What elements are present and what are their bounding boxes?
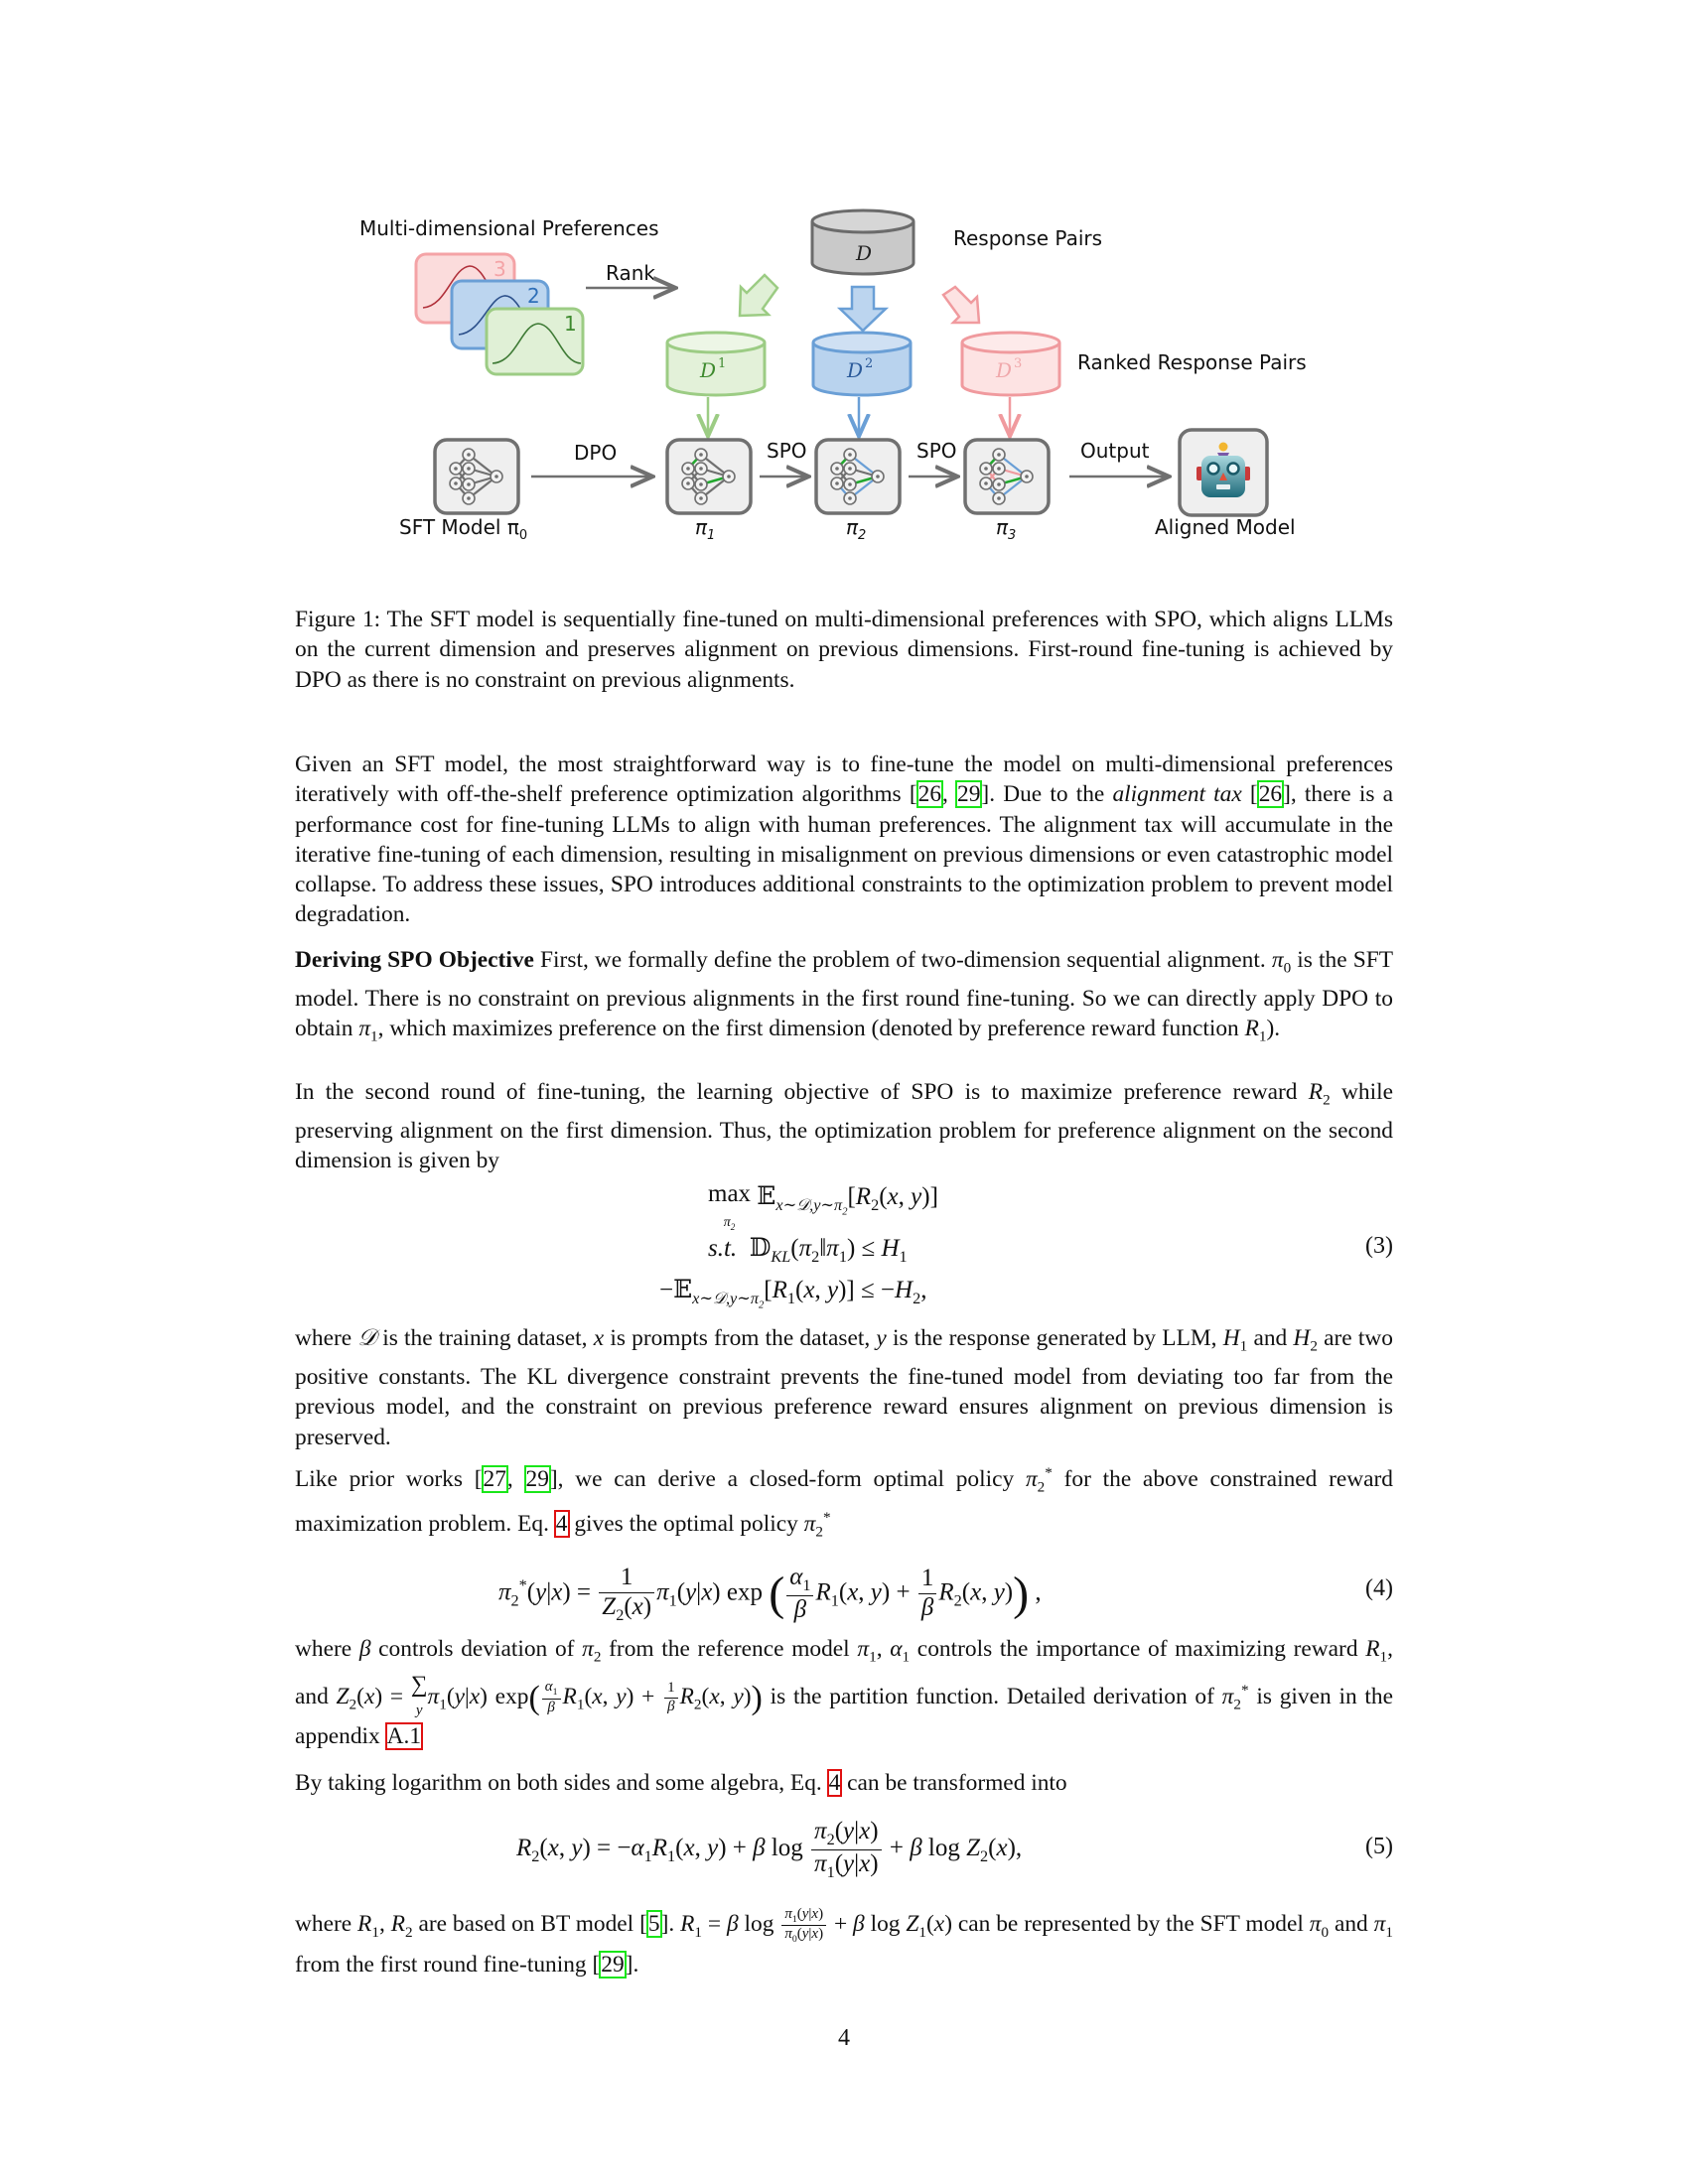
appendix-ref-link[interactable]: A.1 (386, 1723, 422, 1750)
citation-link[interactable]: 29 (957, 781, 981, 808)
label-rank: Rank (606, 261, 655, 285)
preference-card-1 (487, 309, 583, 374)
page-number: 4 (838, 2025, 850, 2051)
label-ranked-response-pairs: Ranked Response Pairs (1077, 350, 1307, 374)
citation-link[interactable]: 26 (917, 781, 942, 808)
robot-icon (1180, 430, 1267, 515)
label-sft-model: SFT Model $\pi_0$ (399, 515, 528, 543)
emphasis-alignment-tax: alignment tax (1112, 781, 1242, 808)
equation-ref-link[interactable]: 4 (828, 1770, 841, 1796)
label-multi-dimensional-preferences: Multi-dimensional Preferences (359, 216, 659, 240)
svg-text:1: 1 (564, 312, 577, 336)
svg-text:D: D (996, 358, 1013, 382)
paragraph-bt-model: where $R_1$, $R_2$ are based on BT model [5]. $R_1 = \beta$ log $\frac{\pi_1(y|x)}{\pi_0(y|x)}$ + β $\log Z_1(x)$ can be represented by the SFT model $\pi_0$ and $\pi_1$ from the first round fine-tuning [29]. (295, 1906, 1393, 1978)
figure-diagram (0, 0, 1688, 596)
paragraph-by-taking-log: By taking logarithm on both sides and some algebra, Eq. 4 can be transformed into (295, 1770, 1067, 1796)
svg-text:3: 3 (493, 257, 506, 281)
model-pi2-box (816, 440, 900, 513)
label-pi1: $\pi_1$ (695, 515, 716, 543)
paragraph-second-round: In the second round of fine-tuning, the learning objective of SPO is to maximize preference reward $R_2$ while preserving alignment on the first dimension. Thus, the optimization problem for preference alignment on the second dimension is given by (295, 1079, 1393, 1174)
equation-number: (3) (1365, 1233, 1393, 1259)
citation-link[interactable]: 27 (483, 1465, 506, 1492)
citation-link[interactable]: 26 (1258, 781, 1283, 808)
svg-text:2: 2 (865, 356, 874, 371)
paragraph-intro: Given an SFT model, the most straightforward way is to fine-tune the model on multi-dimensional preferences iteratively with off-the-shelf preference optimization algorithms [26, 29]. Due to the alignment tax [26], there is a performance cost for fine-tuning LLMs to align with human preferences. The alignment tax will accumulate in the iterative fine-tuning of each dimension, resulting in misalignment on previous dimensions or even catastrophic model collapse. To address these issues, SPO introduces additional constraints to the optimization problem to prevent model degradation. (295, 751, 1393, 928)
label-pi2: $\pi_2$ (846, 515, 867, 543)
paragraph-heading: Deriving SPO Objective (295, 947, 534, 973)
figure-caption (295, 605, 1393, 695)
dataset-d2-cylinder (813, 333, 911, 395)
svg-text:1: 1 (718, 356, 727, 371)
svg-text:D: D (856, 241, 873, 265)
paragraph-deriving-spo: Deriving SPO Objective First, we formally define the problem of two-dimension sequential alignment. $\pi_0$ is the SFT model. There is no constraint on previous alignments in the first round fine-tuning. So we can directly apply DPO to obtain $\pi_1$, which maximizes preference on the first dimension (denoted by preference reward function $R_1$). (295, 947, 1394, 1045)
citation-link[interactable]: 29 (525, 1465, 549, 1492)
citation-link[interactable]: 29 (601, 1951, 625, 1978)
equation-number: (4) (1365, 1575, 1393, 1601)
svg-text:D: D (847, 358, 864, 382)
label-pi3: $\pi_3$ (996, 515, 1017, 543)
red-block-arrow (943, 287, 979, 323)
model-pi0-box (435, 440, 518, 513)
paragraph-like-prior-works: Like prior works [27, 29], we can derive a closed-form optimal policy $\pi_2^*$ for the above constrained reward maximization problem. Eq. 4 gives the optimal policy $\pi_2^*$ (295, 1464, 1394, 1541)
dataset-d3-cylinder (962, 333, 1059, 395)
svg-text:D: D (700, 358, 717, 382)
label-spo-1: SPO (767, 439, 807, 463)
dataset-d1-cylinder (667, 333, 765, 395)
equation-ref-link[interactable]: 4 (555, 1510, 568, 1537)
label-spo-2: SPO (916, 439, 957, 463)
label-aligned-model: Aligned Model (1155, 515, 1296, 539)
model-pi3-box (965, 440, 1049, 513)
blue-block-arrow (840, 287, 886, 331)
model-pi1-box (667, 440, 751, 513)
label-output: Output (1080, 439, 1150, 463)
svg-text:3: 3 (1014, 356, 1023, 371)
label-response-pairs: Response Pairs (953, 226, 1103, 250)
paragraph-where-beta: where β controls deviation of $\pi_2$ from the reference model $\pi_1$, $\alpha_1$ controls the importance of maximizing reward $R_1$, and $Z_2(x)$ = ∑ $y\pi_1(y|x)$ exp( $\frac{\alpha_1}{\beta}$ $R_1(x$, y) + $\frac{1}{\beta}$ $R_2(x$, y)) is the partition function. Detailed derivation of $\pi_2^*$ is given in the appendix A.1 (295, 1636, 1393, 1750)
dataset-d-cylinder (812, 210, 914, 274)
equation-number: (5) (1365, 1834, 1393, 1859)
paragraph-where-d: where 𝒟 is the training dataset, x is prompts from the dataset, y is the response generated by LLM, $H_1$ and $H_2$ are two positive constants. The KL divergence constraint prevents the fine-tuned model from deviating too far from the previous model, and the constraint on previous preference reward ensures alignment on previous dimension is preserved. (295, 1325, 1393, 1450)
green-block-arrow (740, 275, 777, 316)
caption-text: Figure 1: The SFT model is sequentially fine-tuned on multi-dimensional preferences with SPO, which aligns LLMs on the current dimension and preserves alignment on previous dimensions. First-round fine-tuning is achieved by DPO as there is no constraint on previous alignments. (295, 607, 1393, 693)
citation-link[interactable]: 5 (647, 1911, 660, 1938)
svg-text:2: 2 (527, 284, 540, 308)
label-dpo: DPO (574, 441, 618, 465)
